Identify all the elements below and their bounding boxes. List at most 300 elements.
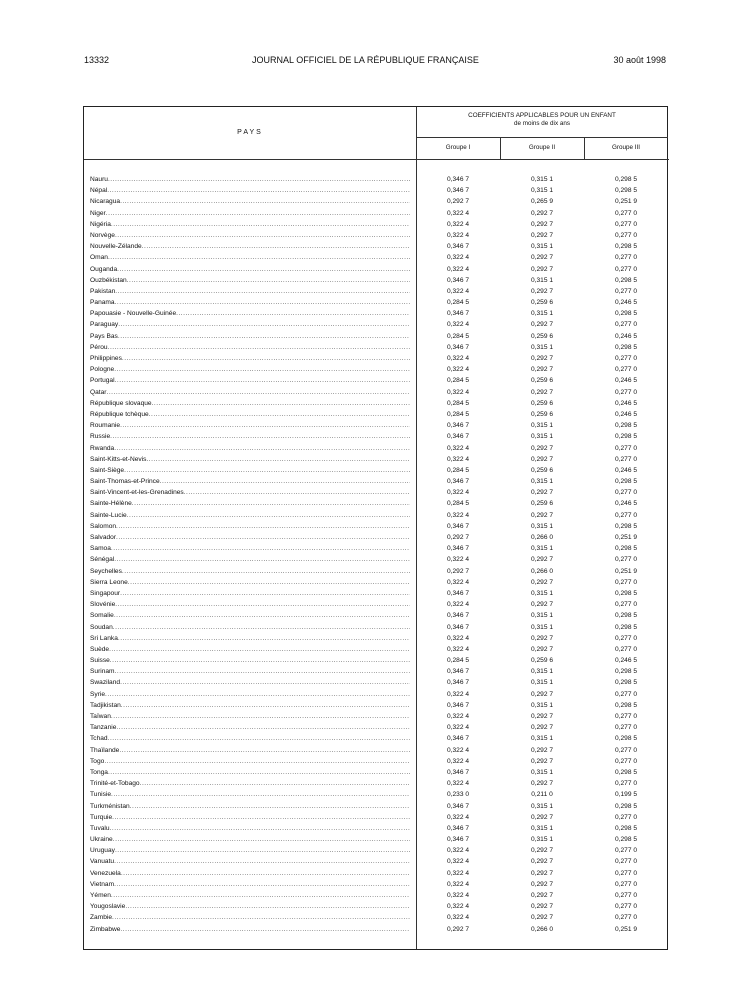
group-1-cell: 0,284 5 [447, 332, 469, 340]
group-2-cell: 0,315 1 [531, 679, 553, 687]
group-2-cell: 0,259 6 [531, 399, 553, 407]
group-3-cell: 0,251 9 [615, 925, 637, 933]
group-1-cell: 0,284 5 [447, 500, 469, 508]
country-cell: Nauru ..... [90, 174, 410, 185]
table-row [84, 845, 669, 856]
table-body [84, 174, 669, 935]
group-1-cell: 0,284 5 [447, 299, 469, 307]
group-1-cell: 0,322 4 [447, 880, 469, 888]
group-3-cell: 0,277 0 [615, 914, 637, 922]
group-1-cell: 0,322 4 [447, 869, 469, 877]
table-row [84, 789, 669, 800]
group-1-cell: 0,346 7 [447, 735, 469, 743]
group-1-cell: 0,346 7 [447, 701, 469, 709]
group-2-cell: 0,292 7 [531, 713, 553, 720]
group-2-cell: 0,292 7 [531, 813, 553, 821]
group-3-cell: 0,298 5 [615, 187, 637, 195]
group-2-cell: 0,315 1 [531, 422, 553, 430]
group-1-cell: 0,346 7 [447, 276, 469, 284]
country-cell: Venezuela ..... [90, 868, 410, 879]
group-2-cell: 0,259 6 [531, 377, 553, 385]
country-cell: Nouvelle-Zélande ..... [90, 241, 410, 252]
group-2-cell: 0,292 7 [531, 209, 553, 217]
table-row [84, 856, 669, 867]
table-row [84, 577, 669, 588]
group-1-cell: 0,346 7 [447, 768, 469, 776]
table-row [84, 801, 669, 812]
group-2-cell: 0,292 7 [531, 511, 553, 519]
group-3-cell: 0,298 5 [615, 522, 637, 530]
coefficients-header-line2: de moins de dix ans [513, 119, 570, 127]
group-2-cell: 0,266 0 [531, 925, 553, 933]
group-2-cell: 0,315 1 [531, 589, 553, 597]
group-2-cell: 0,292 7 [531, 388, 553, 396]
country-cell: Tanzanie ..... [90, 722, 410, 733]
group-1-cell: 0,322 4 [447, 287, 469, 295]
group-1-cell: 0,322 4 [447, 645, 469, 653]
table-row [84, 521, 669, 532]
table-row [84, 633, 669, 644]
country-cell: Sénégal ..... [90, 554, 410, 565]
group-3-cell: 0,277 0 [615, 366, 637, 374]
group-2-cell: 0,315 1 [531, 735, 553, 743]
table-row [84, 196, 669, 207]
country-cell: Tchad ..... [90, 733, 410, 744]
group-1-cell: 0,322 4 [447, 892, 469, 899]
group-2-cell: 0,292 7 [531, 858, 553, 866]
group-3-cell: 0,277 0 [615, 757, 637, 765]
header-divider [416, 137, 668, 138]
country-cell: Paraguay ..... [90, 319, 410, 330]
table-row [84, 767, 669, 778]
group-1-cell: 0,292 7 [447, 925, 469, 933]
country-cell: Pays Bas ..... [90, 331, 410, 342]
country-cell: Sri Lanka ..... [90, 633, 410, 644]
group-3-cell: 0,277 0 [615, 265, 637, 273]
country-cell: Swaziland ..... [90, 677, 410, 688]
group-2-cell: 0,292 7 [531, 847, 553, 855]
group-2-cell: 0,211 0 [531, 791, 553, 799]
group-3-cell: 0,246 5 [615, 332, 637, 340]
table-row [84, 286, 669, 297]
group-2-cell: 0,315 1 [531, 836, 553, 844]
table-row [84, 409, 669, 420]
group-2-cell: 0,292 7 [531, 724, 553, 732]
page-number: 13332 [84, 55, 110, 65]
country-cell: Papouasie - Nouvelle-Guinée ..... [90, 308, 410, 319]
group-3-cell: 0,277 0 [615, 209, 637, 217]
country-cell: Slovénie ..... [90, 599, 410, 610]
group-1-cell: 0,346 7 [447, 478, 469, 486]
group-3-cell: 0,277 0 [615, 780, 637, 788]
group-2-cell: 0,315 1 [531, 310, 553, 318]
table-row [84, 655, 669, 666]
country-cell: Niger ..... [90, 208, 410, 219]
group-1-cell: 0,322 4 [447, 601, 469, 609]
group-1-cell: 0,346 7 [447, 243, 469, 251]
header-bottom-rule [84, 159, 669, 160]
table-row [84, 722, 669, 733]
group-2-cell: 0,259 6 [531, 657, 553, 665]
table-row [84, 543, 669, 554]
group-1-cell: 0,322 4 [447, 757, 469, 765]
country-cell: Surinam ..... [90, 666, 410, 677]
group-3-cell: 0,277 0 [615, 645, 637, 653]
group-1-cell: 0,322 4 [447, 265, 469, 273]
group-3-cell: 0,251 9 [615, 534, 637, 541]
group-3-cell: 0,246 5 [615, 657, 637, 665]
country-cell: Rwanda ..... [90, 443, 410, 454]
group-1-cell: 0,292 7 [447, 534, 469, 541]
country-cell: République slovaque ..... [90, 398, 410, 409]
group-3-cell: 0,277 0 [615, 634, 637, 642]
country-cell: Népal ..... [90, 185, 410, 196]
table-row [84, 454, 669, 465]
group-2-cell: 0,292 7 [531, 254, 553, 262]
group-1-cell: 0,346 7 [447, 310, 469, 318]
group-3-cell: 0,277 0 [615, 858, 637, 866]
group-3-cell: 0,298 5 [615, 433, 637, 441]
country-cell: Vanuatu ..... [90, 856, 410, 867]
group-1-cell: 0,346 7 [447, 668, 469, 676]
group-1-cell: 0,346 7 [447, 623, 469, 631]
group-3-cell: 0,251 9 [615, 198, 637, 206]
group-3-cell: 0,298 5 [615, 276, 637, 284]
table-row [84, 700, 669, 711]
country-cell: Tonga ..... [90, 767, 410, 778]
country-cell: Soudan ..... [90, 622, 410, 633]
group-1-cell: 0,322 4 [447, 388, 469, 396]
table-row [84, 733, 669, 744]
group-2-cell: 0,292 7 [531, 455, 553, 463]
table-row [84, 230, 669, 241]
country-cell: Norvège ..... [90, 230, 410, 241]
group-1-cell: 0,322 4 [447, 366, 469, 374]
country-cell: Panama ..... [90, 297, 410, 308]
country-cell: Philippines ..... [90, 353, 410, 364]
country-cell: Togo ..... [90, 756, 410, 767]
group-3-cell: 0,277 0 [615, 880, 637, 888]
country-cell: Ouzbékistan ..... [90, 275, 410, 286]
table-row [84, 420, 669, 431]
group-2-header: Groupe II [528, 144, 556, 151]
group-1-cell: 0,322 4 [447, 713, 469, 720]
group-1-cell: 0,322 4 [447, 813, 469, 821]
group-3-cell: 0,298 5 [615, 243, 637, 251]
table-row [84, 387, 669, 398]
group-2-cell: 0,266 0 [531, 567, 553, 575]
group-1-cell: 0,346 7 [447, 433, 469, 441]
group-3-cell: 0,298 5 [615, 545, 637, 553]
country-cell: Yémen ..... [90, 890, 410, 901]
group-3-cell: 0,298 5 [615, 824, 637, 832]
group-1-cell: 0,322 4 [447, 634, 469, 642]
table-row [84, 241, 669, 252]
table-row [84, 812, 669, 823]
group-3-cell: 0,277 0 [615, 287, 637, 295]
group-2-cell: 0,292 7 [531, 220, 553, 228]
country-cell: Nigéria ..... [90, 219, 410, 230]
country-cell: Zambie ..... [90, 912, 410, 923]
table-row [84, 219, 669, 230]
group-3-cell: 0,277 0 [615, 813, 637, 821]
group-2-cell: 0,315 1 [531, 276, 553, 284]
country-cell: Saint-Kitts-et-Nevis ..... [90, 454, 410, 465]
table-row [84, 879, 669, 890]
country-cell: Saint-Thomas-et-Prince ..... [90, 476, 410, 487]
group-3-cell: 0,277 0 [615, 220, 637, 228]
table-row [84, 588, 669, 599]
table-row [84, 711, 669, 722]
group-3-cell: 0,298 5 [615, 422, 637, 430]
group-3-cell: 0,277 0 [615, 847, 637, 855]
country-cell: Sierra Leone ..... [90, 577, 410, 588]
group-3-cell: 0,277 0 [615, 869, 637, 877]
group-3-cell: 0,246 5 [615, 500, 637, 508]
group-3-cell: 0,277 0 [615, 388, 637, 396]
country-cell: Somalie ..... [90, 610, 410, 621]
group-3-cell: 0,298 5 [615, 589, 637, 597]
group-2-cell: 0,259 6 [531, 410, 553, 418]
table-row [84, 208, 669, 219]
table-row [84, 677, 669, 688]
country-cell: Pakistan ..... [90, 286, 410, 297]
table-row [84, 890, 669, 901]
group-3-cell: 0,298 5 [615, 836, 637, 844]
group-2-cell: 0,315 1 [531, 668, 553, 676]
group-2-cell: 0,292 7 [531, 892, 553, 899]
group-1-cell: 0,322 4 [447, 511, 469, 519]
group-2-cell: 0,292 7 [531, 645, 553, 653]
table-row [84, 745, 669, 756]
group-2-cell: 0,265 9 [531, 198, 553, 206]
country-cell: Suisse ..... [90, 655, 410, 666]
group-2-cell: 0,315 1 [531, 343, 553, 351]
table-row [84, 398, 669, 409]
table-row [84, 342, 669, 353]
table-row [84, 364, 669, 375]
group-3-cell: 0,298 5 [615, 701, 637, 709]
group-1-cell: 0,322 4 [447, 220, 469, 228]
country-cell: Saint-Vincent-et-les-Grenadines ..... [90, 487, 410, 498]
country-cell: Suède ..... [90, 644, 410, 655]
table-row [84, 622, 669, 633]
group-3-cell: 0,298 5 [615, 310, 637, 318]
group-3-cell: 0,277 0 [615, 231, 637, 239]
group-1-cell: 0,322 4 [447, 746, 469, 754]
group-3-cell: 0,298 5 [615, 478, 637, 486]
group-1-cell: 0,322 4 [447, 690, 469, 698]
coefficients-table [83, 106, 668, 950]
table-row [84, 353, 669, 364]
country-cell: Tadjikistan ..... [90, 700, 410, 711]
country-cell: Uruguay ..... [90, 845, 410, 856]
table-row [84, 331, 669, 342]
group-1-cell: 0,284 5 [447, 410, 469, 418]
group-1-cell: 0,233 0 [447, 791, 469, 799]
group-2-cell: 0,292 7 [531, 757, 553, 765]
group-1-cell: 0,346 7 [447, 589, 469, 597]
group-1-cell: 0,322 4 [447, 903, 469, 911]
group-1-cell: 0,322 4 [447, 578, 469, 586]
group-1-cell: 0,322 4 [447, 847, 469, 855]
group-3-cell: 0,298 5 [615, 623, 637, 631]
country-cell: Seychelles ..... [90, 566, 410, 577]
group-1-cell: 0,346 7 [447, 824, 469, 832]
country-cell: Thaïlande ..... [90, 745, 410, 756]
group-1-cell: 0,346 7 [447, 545, 469, 553]
country-cell: Ouganda ..... [90, 264, 410, 275]
group-1-cell: 0,284 5 [447, 466, 469, 474]
country-cell: Tunisie ..... [90, 789, 410, 800]
table-row [84, 901, 669, 912]
publication-date: 30 août 1998 [613, 55, 666, 65]
group-3-cell: 0,246 5 [615, 466, 637, 474]
group-1-cell: 0,322 4 [447, 444, 469, 452]
group-2-cell: 0,315 1 [531, 478, 553, 486]
group-1-cell: 0,346 7 [447, 176, 469, 183]
country-column-header: PAYS [237, 129, 263, 136]
country-cell: République tchèque ..... [90, 409, 410, 420]
table-row [84, 644, 669, 655]
group-3-cell: 0,298 5 [615, 768, 637, 776]
table-row [84, 834, 669, 845]
group-3-cell: 0,298 5 [615, 802, 637, 810]
group-3-cell: 0,246 5 [615, 399, 637, 407]
table-row [84, 510, 669, 521]
group-2-cell: 0,292 7 [531, 780, 553, 788]
group-3-cell: 0,298 5 [615, 735, 637, 743]
group-2-cell: 0,259 6 [531, 332, 553, 340]
group-2-cell: 0,315 1 [531, 545, 553, 553]
group-1-cell: 0,284 5 [447, 377, 469, 385]
group-2-cell: 0,292 7 [531, 634, 553, 642]
journal-title: JOURNAL OFFICIEL DE LA RÉPUBLIQUE FRANÇAISE [252, 55, 479, 65]
group-2-cell: 0,315 1 [531, 701, 553, 709]
group-3-cell: 0,277 0 [615, 903, 637, 911]
table-row [84, 554, 669, 565]
group-2-cell: 0,292 7 [531, 690, 553, 698]
group-2-cell: 0,292 7 [531, 578, 553, 586]
group-2-cell: 0,292 7 [531, 869, 553, 877]
group-3-cell: 0,277 0 [615, 556, 637, 564]
table-row [84, 297, 669, 308]
group-2-cell: 0,292 7 [531, 746, 553, 754]
group-3-cell: 0,277 0 [615, 746, 637, 754]
group-1-cell: 0,322 4 [447, 489, 469, 497]
table-row [84, 610, 669, 621]
country-cell: Nicaragua ..... [90, 196, 410, 207]
group-2-cell: 0,292 7 [531, 287, 553, 295]
group-3-cell: 0,298 5 [615, 343, 637, 351]
country-cell: Russie ..... [90, 431, 410, 442]
coefficients-header [416, 112, 668, 127]
group-2-cell: 0,292 7 [531, 265, 553, 273]
group-1-cell: 0,346 7 [447, 679, 469, 687]
country-cell: Zimbabwe ..... [90, 924, 410, 935]
group-2-cell: 0,292 7 [531, 355, 553, 362]
group-1-cell: 0,292 7 [447, 567, 469, 575]
group-2-cell: 0,292 7 [531, 601, 553, 609]
group-2-cell: 0,315 1 [531, 623, 553, 631]
table-row [84, 185, 669, 196]
table-row [84, 431, 669, 442]
country-cell: Singapour ..... [90, 588, 410, 599]
group-1-cell: 0,284 5 [447, 399, 469, 407]
group-2-cell: 0,315 1 [531, 187, 553, 195]
table-row [84, 689, 669, 700]
country-cell: Roumanie ..... [90, 420, 410, 431]
group-3-cell: 0,251 9 [615, 567, 637, 575]
table-row [84, 487, 669, 498]
table-row [84, 756, 669, 767]
group-2-cell: 0,292 7 [531, 914, 553, 922]
group-3-header: Groupe III [611, 144, 640, 151]
group-1-cell: 0,322 4 [447, 254, 469, 262]
country-cell: Vietnam ..... [90, 879, 410, 890]
group-2-cell: 0,315 1 [531, 824, 553, 832]
table-row [84, 599, 669, 610]
group-3-cell: 0,277 0 [615, 355, 637, 362]
group-1-cell: 0,346 7 [447, 522, 469, 530]
group-3-cell: 0,277 0 [615, 321, 637, 329]
group-2-cell: 0,292 7 [531, 321, 553, 329]
country-cell: Trinité-et-Tobago ..... [90, 778, 410, 789]
group-2-cell: 0,315 1 [531, 612, 553, 620]
country-cell: Yougoslavie ..... [90, 901, 410, 912]
table-row [84, 174, 669, 185]
group-2-cell: 0,292 7 [531, 444, 553, 452]
country-cell: Turquie ..... [90, 812, 410, 823]
group-1-cell: 0,346 7 [447, 187, 469, 195]
table-row [84, 666, 669, 677]
table-row [84, 275, 669, 286]
country-cell: Turkménistan ..... [90, 801, 410, 812]
table-row [84, 319, 669, 330]
group-2-cell: 0,259 6 [531, 500, 553, 508]
group-2-cell: 0,292 7 [531, 903, 553, 911]
table-row [84, 264, 669, 275]
group-3-cell: 0,277 0 [615, 724, 637, 732]
group-2-cell: 0,292 7 [531, 231, 553, 239]
group-1-cell: 0,322 4 [447, 914, 469, 922]
group-2-cell: 0,292 7 [531, 366, 553, 374]
table-row [84, 476, 669, 487]
country-cell: Oman ..... [90, 252, 410, 263]
group-3-cell: 0,277 0 [615, 511, 637, 519]
group-3-cell: 0,277 0 [615, 455, 637, 463]
group-3-cell: 0,277 0 [615, 444, 637, 452]
group-2-cell: 0,292 7 [531, 880, 553, 888]
country-cell: Pérou ..... [90, 342, 410, 353]
coefficients-header-line1: COEFFICIENTS APPLICABLES POUR UN ENFANT [468, 112, 616, 119]
table-row [84, 443, 669, 454]
table-row [84, 566, 669, 577]
country-cell: Taïwan ..... [90, 711, 410, 722]
group-1-cell: 0,322 4 [447, 231, 469, 239]
group-2-cell: 0,259 6 [531, 299, 553, 307]
group-2-cell: 0,315 1 [531, 433, 553, 441]
group-3-cell: 0,298 5 [615, 176, 637, 183]
group-3-cell: 0,277 0 [615, 489, 637, 497]
group-3-cell: 0,199 5 [615, 791, 637, 799]
group-2-cell: 0,259 6 [531, 466, 553, 474]
group-3-cell: 0,246 5 [615, 410, 637, 418]
country-cell: Tuvalu ..... [90, 823, 410, 834]
group-1-cell: 0,322 4 [447, 455, 469, 463]
group-3-cell: 0,277 0 [615, 578, 637, 586]
group-1-cell: 0,322 4 [447, 858, 469, 866]
